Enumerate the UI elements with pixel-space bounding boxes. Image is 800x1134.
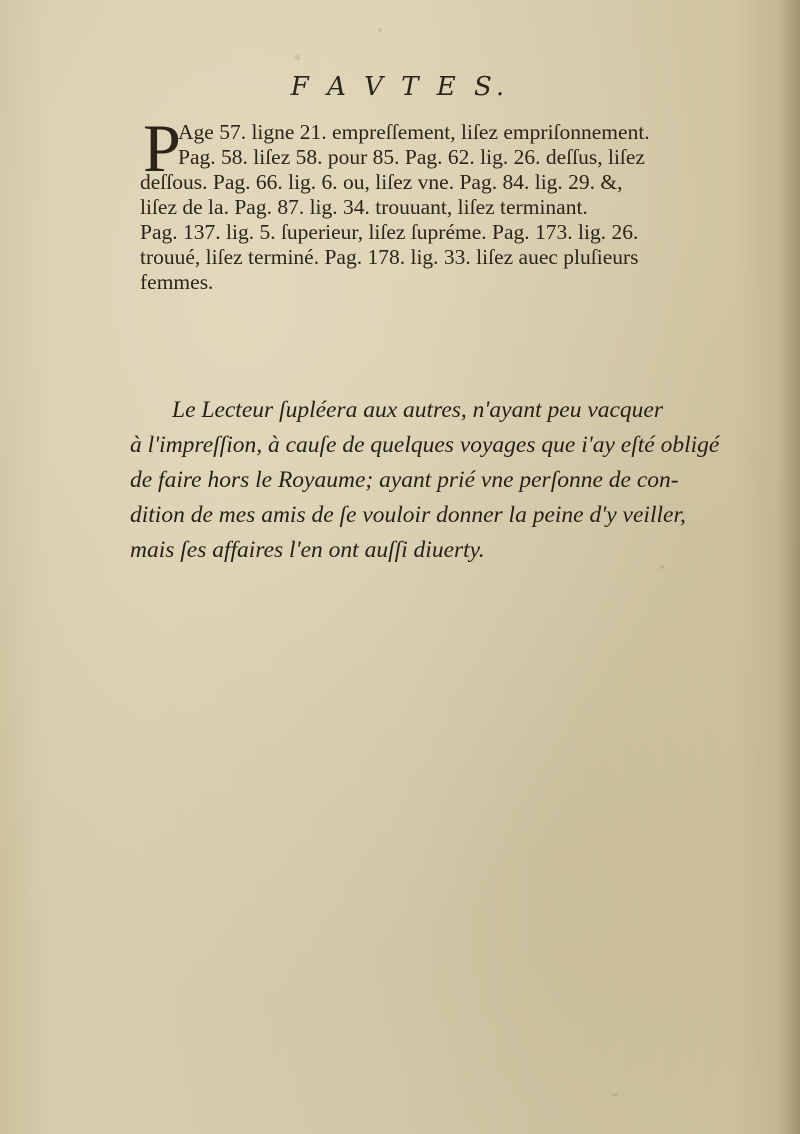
- page-edge-shadow: [778, 0, 800, 1134]
- errata-line: Pag. 58. liſez 58. pour 85. Pag. 62. lig. 26. deſſus, liſez: [178, 145, 645, 169]
- errata-line: femmes.: [140, 270, 214, 294]
- errata-line: deſſous. Pag. 66. lig. 6. ou, liſez vne. Pag. 84. lig. 29. &,: [140, 170, 623, 194]
- errata-line: Pag. 137. lig. 5. ſuperieur, liſez ſupréme. Pag. 173. lig. 26.: [140, 220, 639, 244]
- note-line: Le Lecteur ſupléera aux autres, n'ayant peu vacquer: [172, 397, 664, 423]
- errata-line: Age 57. ligne 21. empreſſement, liſez empriſonnement.: [178, 120, 650, 144]
- errata-paragraph: [140, 110, 795, 295]
- note-line: de faire hors le Royaume; ayant prié vne perſonne de con-: [130, 467, 679, 493]
- page-title: F A V T E S.: [290, 72, 510, 102]
- paper-stain: [612, 1093, 618, 1096]
- note-line: à l'impreſſion, à cauſe de quelques voyages que i'ay eſté obligé: [130, 432, 720, 458]
- errata-line: liſez de la. Pag. 87. lig. 34. trouuant, liſez terminant.: [140, 195, 588, 219]
- drop-capital: P: [143, 110, 181, 186]
- paper-stain: [295, 55, 300, 60]
- note-line: mais ſes affaires l'en ont auſſi diuerty.: [130, 537, 485, 563]
- paper-stain: [378, 28, 382, 32]
- reader-note: [130, 393, 790, 568]
- note-line: dition de mes amis de ſe vouloir donner la peine d'y veiller,: [130, 502, 686, 528]
- errata-line: trouué, liſez terminé. Pag. 178. lig. 33. liſez auec pluſieurs: [140, 245, 639, 269]
